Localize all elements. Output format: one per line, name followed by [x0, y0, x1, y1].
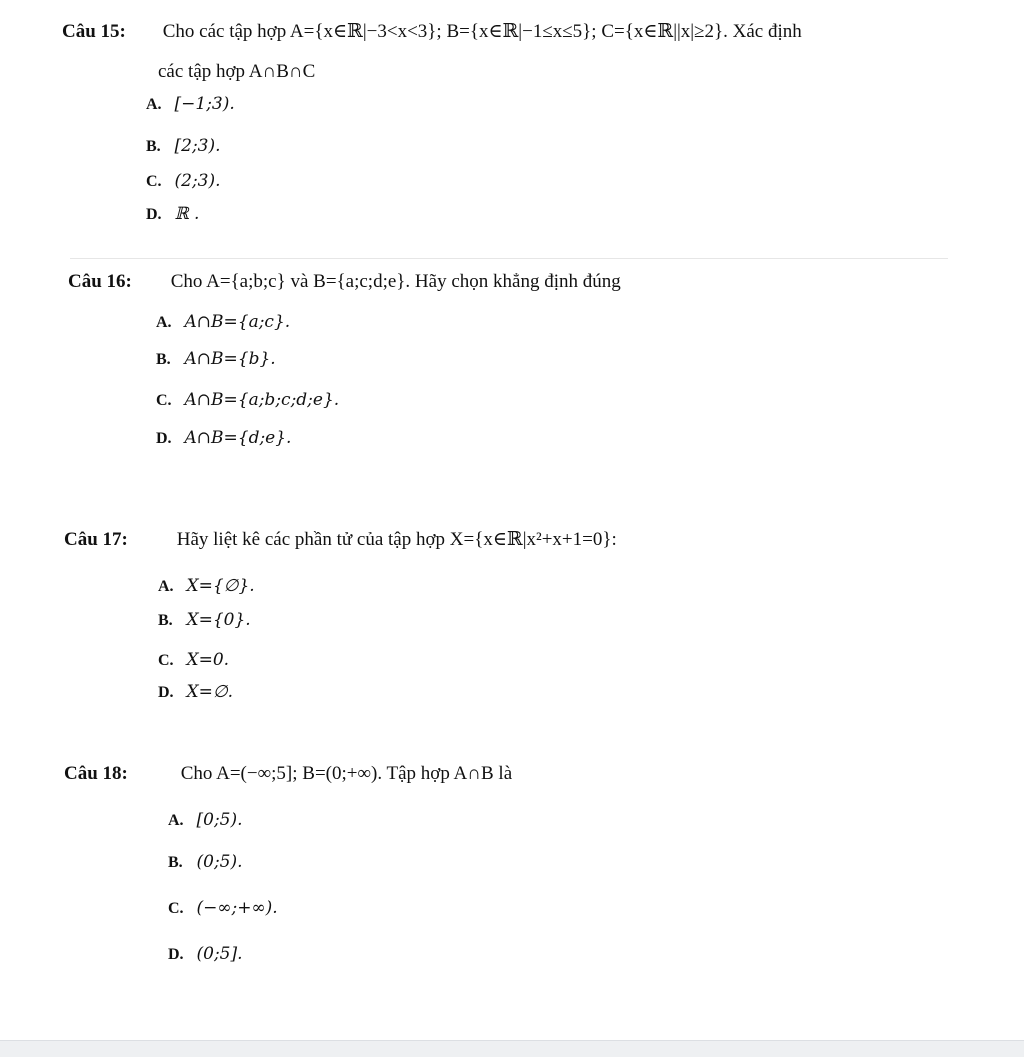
option-value: A∩B={a;c}.	[184, 312, 291, 332]
question-text: Cho A=(−∞;5]; B=(0;+∞). Tập hợp A∩B là	[180, 763, 513, 784]
option-letter: B.	[158, 612, 173, 629]
option-value: A∩B={d;e}.	[184, 428, 292, 448]
option-b[interactable]	[168, 850, 243, 874]
option-value: X=0.	[186, 650, 230, 670]
option-c[interactable]	[158, 648, 229, 672]
option-letter: C.	[158, 652, 174, 669]
option-value: (0;5].	[196, 944, 243, 964]
option-letter: D.	[146, 206, 162, 223]
option-letter: C.	[168, 900, 184, 917]
question-text: Cho A={a;b;c} và B={a;c;d;e}. Hãy chọn khẳng định đúng	[170, 271, 621, 292]
bottom-scroll-bar	[0, 1040, 1024, 1057]
question-16-line-1	[68, 270, 621, 294]
option-a[interactable]	[156, 310, 290, 334]
question-15-line-2	[158, 60, 315, 84]
option-value: (0;5).	[196, 852, 243, 872]
question-17-line-1	[64, 528, 617, 552]
option-value: X={0}.	[186, 610, 251, 630]
option-letter: C.	[146, 173, 162, 190]
question-18-line-1	[64, 762, 512, 786]
question-text-continued: các tập hợp A∩B∩C	[158, 61, 316, 82]
question-number: Câu 18:	[64, 763, 128, 784]
option-d[interactable]	[146, 202, 199, 226]
option-c[interactable]	[168, 896, 278, 920]
option-d[interactable]	[158, 680, 233, 704]
option-a[interactable]	[168, 808, 243, 832]
option-value: X={∅}.	[186, 576, 255, 596]
option-value: A∩B={b}.	[184, 349, 276, 369]
option-c[interactable]	[156, 388, 339, 412]
option-b[interactable]	[158, 608, 251, 632]
option-letter: D.	[168, 946, 184, 963]
option-letter: B.	[168, 854, 183, 871]
option-letter: D.	[156, 430, 172, 447]
option-b[interactable]	[146, 134, 221, 158]
question-number: Câu 16:	[68, 271, 132, 292]
question-number: Câu 17:	[64, 529, 128, 550]
option-a[interactable]	[146, 92, 235, 116]
option-value: (2;3).	[174, 171, 221, 191]
question-text: Hãy liệt kê các phần tử của tập hợp X={x∈ℝ|x²+x+1=0}:	[176, 529, 617, 550]
question-number: Câu 15:	[62, 21, 126, 42]
option-value: (−∞;+∞).	[196, 898, 278, 918]
option-letter: A.	[158, 578, 174, 595]
option-letter: A.	[168, 812, 184, 829]
option-c[interactable]	[146, 169, 221, 193]
option-value: [0;5).	[196, 810, 243, 830]
option-value: A∩B={a;b;c;d;e}.	[184, 390, 340, 410]
option-d[interactable]	[156, 426, 291, 450]
option-letter: C.	[156, 392, 172, 409]
option-value: [2;3).	[174, 136, 221, 156]
option-letter: D.	[158, 684, 174, 701]
option-value: X=∅.	[186, 682, 234, 702]
option-letter: B.	[146, 138, 161, 155]
option-value: ℝ .	[174, 204, 200, 224]
option-d[interactable]	[168, 942, 243, 966]
option-letter: B.	[156, 351, 171, 368]
option-value: [−1;3).	[174, 94, 235, 114]
option-letter: A.	[156, 314, 172, 331]
question-15-line-1	[62, 20, 802, 44]
option-letter: A.	[146, 96, 162, 113]
question-text: Cho các tập hợp A={x∈ℝ|−3<x<3}; B={x∈ℝ|−1≤x≤5}; C={x∈ℝ||x|≥2}. Xác định	[162, 21, 802, 42]
section-divider	[70, 258, 948, 259]
option-a[interactable]	[158, 574, 255, 598]
option-b[interactable]	[156, 347, 276, 371]
